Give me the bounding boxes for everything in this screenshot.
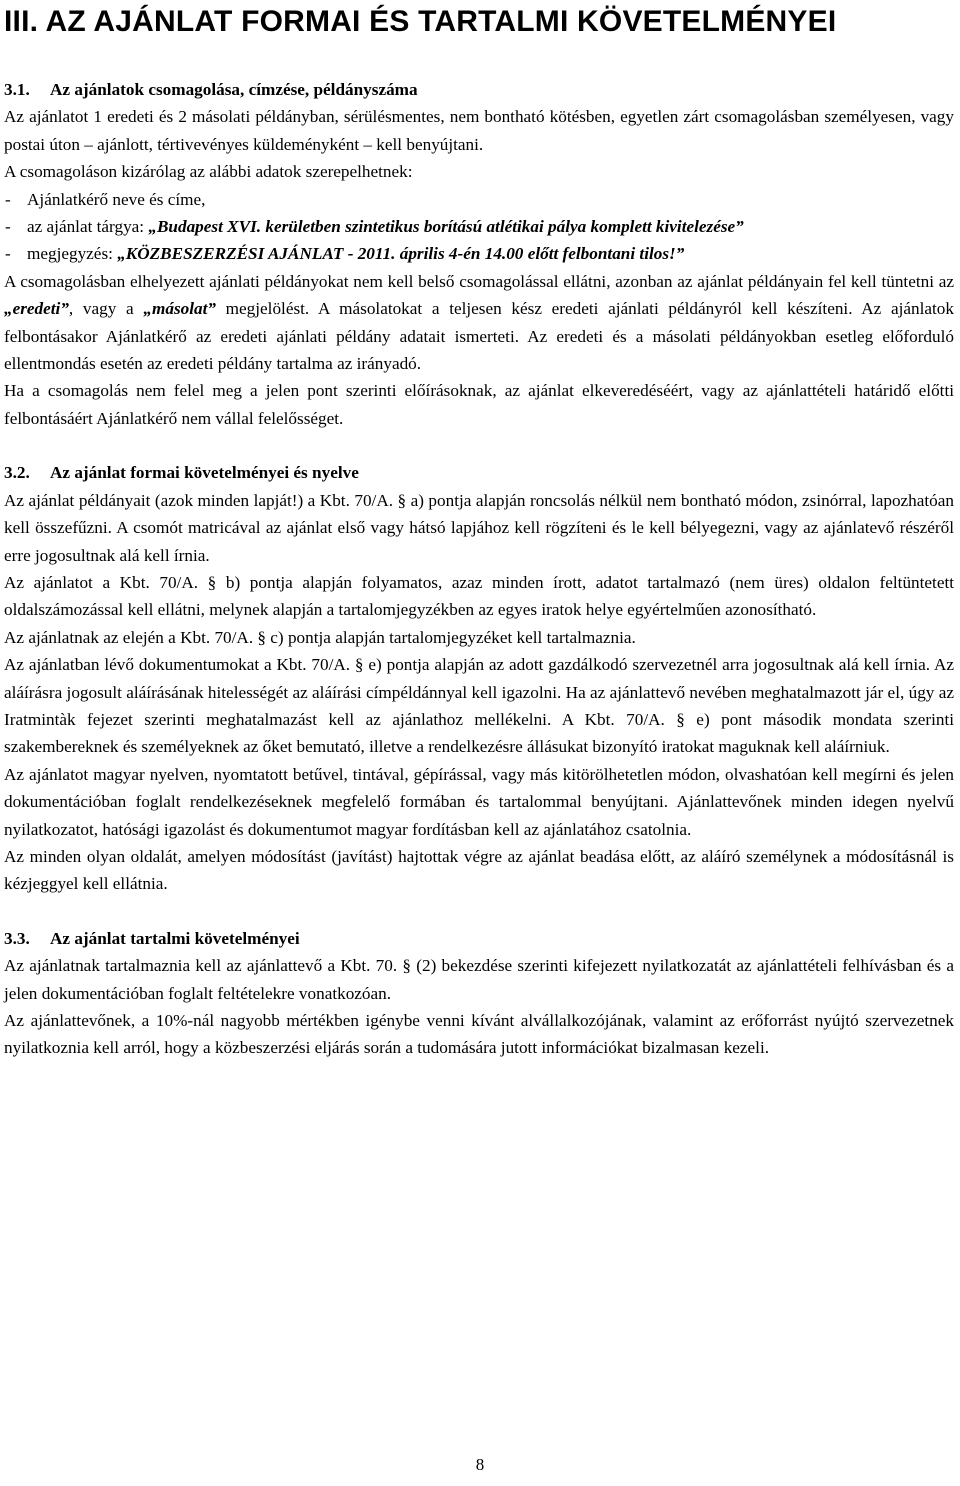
section-number: 3.3. [4, 928, 30, 948]
tender-subject: „Budapest XVI. kerületben szintetikus borítású atlétikai pálya komplett kivitelezése” [148, 217, 744, 237]
list-item: - az ajánlat tárgya: „Budapest XVI. kerületben szintetikus borítású atlétikai pálya komplett kivitelezése” [4, 213, 954, 240]
list-dash: - [5, 189, 11, 209]
paragraph: Az ajánlatban lévő dokumentumokat a Kbt. 70/A. § e) pontja alapján az adott gazdálkodó szervezetnél arra jogosultnak alá kell írnia. Az aláírásra jogosult aláírásának hitelességét az aláírási címpéldánnyal kell igazolni. Ha az ajánlattevő nevében meghatalmazott jár el, úgy az Iratmintàk fejezet szerinti meghatalmazást kell az ajánlathoz mellékelni. A Kbt. 70/A. § e) pont második mondata szerinti szakembereknek és személyeknek az őket bemutató, illetve a rendelkezésre állásukat bizonyító iratokat maguknak kell aláírniuk. [4, 655, 954, 757]
paragraph: Az ajánlattevőnek, a 10%-nál nagyobb mértékben igénybe venni kívánt alvállalkozójának, valamint az erőforrást nyújtó szervezetnek nyilatkoznia kell arról, hogy a közbeszerzési eljárás során a tudomására jutott információkat bizalmasan kezeli. [4, 1011, 954, 1058]
paragraph: A csomagolásban elhelyezett ajánlati példányokat nem kell belső csomagolással ellátni, azonban az ajánlat példányain fel kell tüntetni az „eredeti”, vagy a „másolat” megjelölést. A másolatokat a teljesen kész eredeti ajánlati példányról kell készíteni. Az ajánlatok felbontásakor Ajánlatkérő az eredeti ajánlati példány adatait ismerteti. Az eredeti és a másolati példányokban esetleg előforduló ellentmondás esetén az eredeti példány tartalma az irányadó. [4, 271, 954, 374]
paragraph: Az ajánlatot magyar nyelven, nyomtatott betűvel, tintával, gépírással, vagy más kitörölhetetlen módon, olvashatóan kell megírni és jelen dokumentációban foglalt rendelkezéseknek megfelelő formában és tartalommal benyújtani. Ajánlattevőnek minden idegen nyelvű nyilatkozatot, hatósági igazolást és dokumentumot magyar fordításban kell az ajánlatához csatolnia. [4, 764, 954, 839]
paragraph: Az ajánlatnak az elején a Kbt. 70/A. § c) pontja alapján tartalomjegyzéket kell tartalmaznia. [4, 627, 636, 647]
paragraph: Az ajánlatot a Kbt. 70/A. § b) pontja alapján folyamatos, azaz minden írott, adatot tartalmazó (nem üres) oldalon feltüntetett oldalszámozással kell ellátni, melynek alapján a tartalomjegyzékben az egyes iratok helye egyértelműen azonosítható. [4, 572, 954, 620]
page-number: 8 [475, 1455, 485, 1474]
tender-note: „KÖZBESZERZÉSI AJÁNLAT - 2011. április 4-én 14.00 előtt felbontani tilos!” [117, 244, 685, 264]
paragraph: A csomagoláson kizárólag az alábbi adatok szerepelhetnek: [4, 162, 413, 182]
section-title: Az ajánlatok csomagolása, címzése, példányszáma [50, 80, 418, 99]
copy-label: „másolat” [143, 299, 216, 319]
paragraph: Az ajánlatot 1 eredeti és 2 másolati példányban, sérülésmentes, nem bontható kötésben, egyetlen zárt csomagolásban személyesen, vagy postai úton – ajánlott, tértivevényes küldeményként – kell benyújtani. [4, 107, 954, 154]
section-heading-3-3 [4, 925, 954, 952]
section-title: Az ajánlat formai követelményei és nyelve [50, 463, 359, 483]
list-dash: - [5, 244, 11, 264]
paragraph: Ha a csomagolás nem felel meg a jelen pont szerinti előírásoknak, az ajánlat elkeveredéséért, vagy az ajánlattételi határidő előtti felbontásáért Ajánlatkérő nem vállal felelősséget. [4, 381, 954, 428]
section-number: 3.1. [4, 80, 30, 99]
section-heading-3-1 [4, 76, 954, 103]
section-title: Az ajánlat tartalmi követelményei [50, 928, 300, 948]
packaging-data-list [4, 186, 954, 268]
section-heading-3-2 [4, 459, 954, 486]
list-dash: - [5, 217, 11, 237]
original-label: „eredeti” [4, 299, 69, 319]
list-item: - Ajánlatkérő neve és címe, [4, 186, 954, 213]
paragraph: Az ajánlat példányait (azok minden lapját!) a Kbt. 70/A. § a) pontja alapján roncsolás nélkül nem bontható módon, zsinórral, lapozhatóan kell összefűzni. A csomót matricával az ajánlat első vagy hátsó lapjához kell rögzíteni és le kell bélyegezni, vagy az ajánlatevő részéről erre jogosultnak alá kell írnia. [4, 490, 954, 565]
paragraph: Az minden olyan oldalát, amelyen módosítást (javítást) hajtottak végre az ajánlat beadása előtt, az aláíró személynek a módosításnál is kézjeggyel kell ellátnia. [4, 846, 954, 894]
section-number: 3.2. [4, 463, 30, 483]
paragraph: Az ajánlatnak tartalmaznia kell az ajánlattevő a Kbt. 70. § (2) bekezdése szerinti kifejezett nyilatkozatát az ajánlattételi felhívásban és a jelen dokumentációban foglalt feltételekre vonatkozóan. [4, 956, 954, 1003]
page-title: III. AZ AJÁNLAT FORMAI ÉS TARTALMI KÖVETELMÉNYEI [4, 5, 837, 38]
list-item: - megjegyzés: „KÖZBESZERZÉSI AJÁNLAT - 2011. április 4-én 14.00 előtt felbontani tilos!” [4, 240, 954, 267]
document-body [4, 76, 954, 1062]
